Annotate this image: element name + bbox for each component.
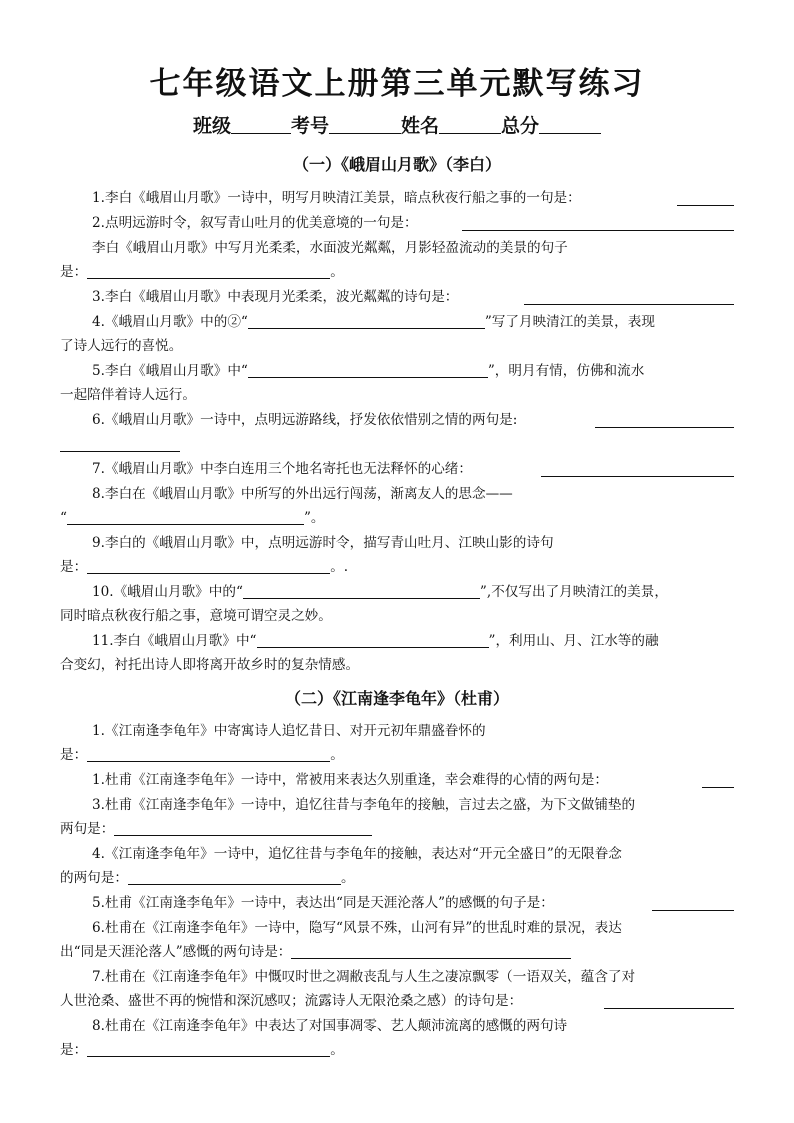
answer-blank-11[interactable] [257, 633, 489, 648]
answer-blank-1[interactable] [677, 191, 734, 206]
answer-blank-r5[interactable] [652, 896, 734, 911]
question-5b: 一起陪伴着诗人远行。 [60, 387, 196, 403]
question-5: 5.李白《峨眉山月歌》中“ ”，明月有情，仿佛和流水 [92, 363, 645, 379]
question-2c: 是： 。 [60, 264, 344, 280]
answer-blank-5[interactable] [248, 363, 488, 378]
answer-blank-6b[interactable] [60, 437, 180, 452]
question-r6b: 出“同是天涯沦落人”感慨的两句诗是： [60, 942, 571, 962]
question-2: 2.点明远游时令，叙写青山吐月的优美意境的一句是： [92, 215, 418, 231]
section-heading: （二）《江南逢李龟年》（杜甫） [284, 689, 509, 708]
answer-blank-r4[interactable] [128, 870, 341, 885]
question-7: 7.《峨眉山月歌》中李白连用三个地名寄托也无法释怀的心绪： [92, 461, 472, 477]
section-heading: （一）《峨眉山月歌》（李白） [292, 155, 501, 174]
question-10: 10.《峨眉山月歌》中的“ ”,不仅写出了月映清江的美景， [92, 584, 668, 600]
answer-blank-7[interactable] [541, 462, 734, 477]
answer-blank-r8[interactable] [87, 1042, 330, 1057]
answer-blank-6a[interactable] [595, 413, 734, 428]
answer-blank-2[interactable] [462, 216, 734, 231]
answer-blank-10[interactable] [243, 584, 480, 599]
question-8: 8.李白在《峨眉山月歌》中所写的外出远行闯荡，渐离友人的思念—— [92, 486, 513, 502]
name-label: 姓名 [401, 115, 440, 137]
question-11: 11.李白《峨眉山月歌》中“ ”，利用山、月、江水等的融 [92, 633, 659, 649]
question-r4b: 的两句是： 。 [60, 870, 355, 886]
question-8b: “ ”。 [60, 510, 325, 526]
question-r6: 6.杜甫在《江南逢李龟年》一诗中，隐写“风景不殊，山河有异”的世乱时难的景况，表达 [92, 920, 622, 936]
page-title: 七年级语文上册第三单元默写练习 [149, 66, 645, 102]
answer-blank-9[interactable] [87, 559, 330, 574]
name-blank[interactable] [439, 115, 501, 134]
answer-blank-r7[interactable] [604, 994, 734, 1009]
question-9b: 是： 。. [60, 559, 349, 575]
question-3: 3.李白《峨眉山月歌》中表现月光柔柔，波光粼粼的诗句是： [92, 289, 459, 305]
answer-blank-8[interactable] [67, 510, 304, 525]
question-r1b: 是： 。 [60, 747, 344, 763]
question-11b: 合变幻，衬托出诗人即将离开故乡时的复杂情感。 [60, 657, 360, 673]
answer-blank-2c[interactable] [87, 264, 330, 279]
question-r3: 3.杜甫《江南逢李龟年》一诗中，追忆往昔与李龟年的接触，言过去之盛，为下文做铺垫的 [92, 797, 636, 813]
answer-blank-4[interactable] [248, 314, 485, 329]
score-blank[interactable] [539, 115, 601, 134]
question-4: 4.《峨眉山月歌》中的②“ ”写了月映清江的美景，表现 [92, 314, 655, 330]
question-4b: 了诗人远行的喜悦。 [60, 338, 183, 354]
question-r4: 4.《江南逢李龟年》一诗中，追忆往昔与李龟年的接触，表达对“开元全盛日”的无限眷念 [92, 846, 622, 862]
answer-blank-r3[interactable] [114, 821, 372, 836]
question-r3b: 两句是： [60, 819, 372, 839]
question-r1: 1.《江南逢李龟年》中寄寓诗人追忆昔日、对开元初年鼎盛眷怀的 [92, 723, 486, 739]
question-r8: 8.杜甫在《江南逢李龟年》中表达了对国事凋零、艺人颠沛流离的感慨的两句诗 [92, 1018, 568, 1034]
number-label: 考号 [290, 115, 329, 137]
question-10b: 同时暗点秋夜行船之事，意境可谓空灵之妙。 [60, 608, 332, 624]
answer-blank-r2[interactable] [702, 773, 734, 788]
question-r7: 7.杜甫在《江南逢李龟年》中慨叹时世之凋敝丧乱与人生之凄凉飘零（一语双关，蕴含了对 [92, 969, 636, 985]
question-r2: 1.杜甫《江南逢李龟年》一诗中，常被用来表达久别重逢，幸会难得的心情的两句是： [92, 772, 608, 788]
score-label: 总分 [501, 115, 540, 137]
question-6: 6.《峨眉山月歌》一诗中，点明远游路线，抒发依依惜别之情的两句是: [92, 412, 518, 428]
question-r5: 5.杜甫《江南逢李龟年》一诗中，表达出“同是天涯沦落人”的感慨的句子是： [92, 895, 554, 911]
question-r7b: 人世沧桑、盛世不再的惋惜和深沉感叹；流露诗人无限沧桑之感）的诗句是： [60, 993, 523, 1009]
question-9: 9.李白的《峨眉山月歌》中，点明远游时令，描写青山吐月、江映山影的诗句 [92, 535, 554, 551]
answer-blank-r1[interactable] [87, 747, 330, 762]
question-2b: 李白《峨眉山月歌》中写月光柔柔，水面波光粼粼，月影轻盈流动的美景的句子 [92, 240, 568, 256]
answer-blank-r6[interactable] [291, 944, 571, 959]
student-info-row [0, 111, 794, 138]
class-blank[interactable] [231, 115, 291, 134]
class-label: 班级 [192, 115, 231, 137]
question-r8b: 是： 。 [60, 1042, 344, 1058]
answer-blank-3[interactable] [524, 290, 734, 305]
number-blank[interactable] [329, 115, 401, 134]
question-1: 1.李白《峨眉山月歌》一诗中，明写月映清江美景，暗点秋夜行船之事的一句是： [92, 190, 581, 206]
